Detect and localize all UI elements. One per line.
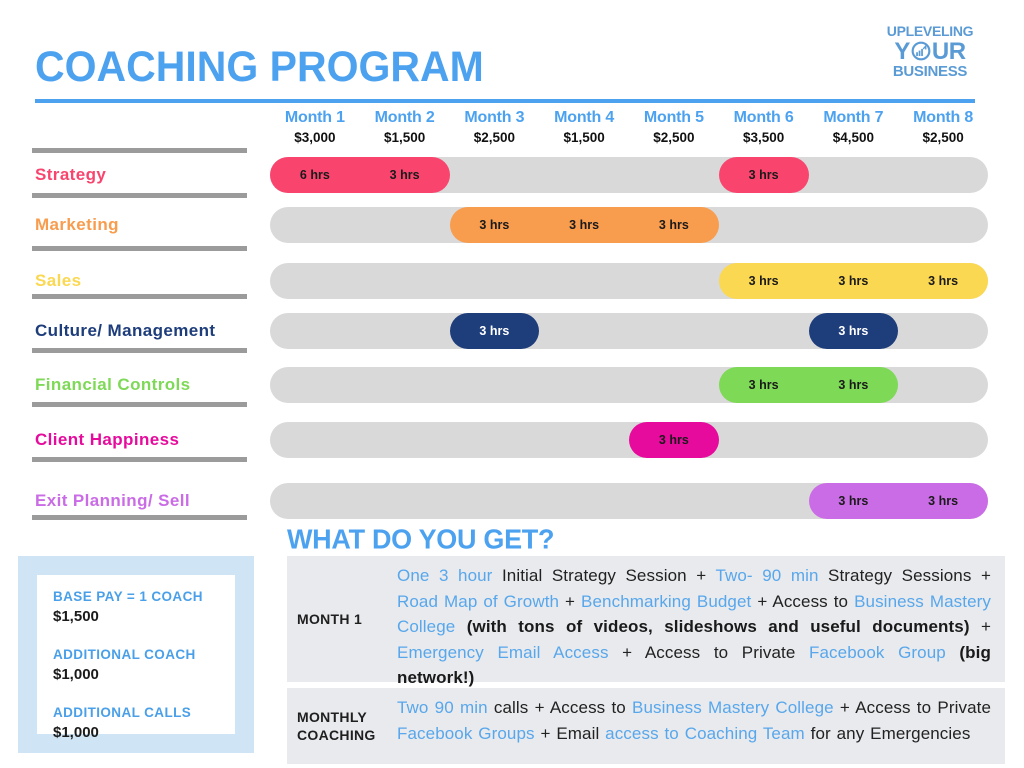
row-divider <box>32 348 247 353</box>
bar-chart-icon <box>911 41 931 61</box>
text-run: Facebook Group <box>809 642 960 662</box>
row-divider <box>32 193 247 198</box>
text-run: Strategy Sessions + <box>828 566 991 585</box>
row-divider <box>32 294 247 299</box>
text-run: + <box>969 617 991 636</box>
text-run: Two 90 min <box>397 698 494 717</box>
text-run: (big network!) <box>397 642 991 687</box>
month-price: $2,500 <box>473 130 516 145</box>
segment-hours-label: 3 hrs <box>838 494 869 508</box>
month-price: $2,500 <box>922 130 964 145</box>
pricing-item-value: $1,000 <box>53 666 99 683</box>
text-run: One 3 hour <box>397 566 502 585</box>
month-header-5 <box>629 108 719 146</box>
segment-hours-label: 3 hrs <box>658 218 689 232</box>
month-price: $1,500 <box>383 130 426 145</box>
logo-line2 <box>878 39 982 64</box>
month-header-3 <box>450 108 540 146</box>
benefit-row-text <box>397 688 1005 764</box>
text-run: + Access to Private <box>608 642 810 662</box>
row-label-client-happiness: Client Happiness <box>35 430 180 449</box>
gantt-segment <box>270 157 450 193</box>
text-run: Benchmarking Budget <box>581 591 752 611</box>
gantt-segment <box>629 422 719 458</box>
text-run: for any Emergencies <box>804 723 971 743</box>
segment-hours-label: 3 hrs <box>928 494 959 508</box>
segment-hours-label: 3 hrs <box>748 274 779 288</box>
month-header-8 <box>898 108 988 146</box>
month-header-2 <box>360 108 450 146</box>
month-price: $3,500 <box>742 130 785 145</box>
month-label: Month 3 <box>464 109 525 126</box>
row-label-financial-controls: Financial Controls <box>35 375 191 394</box>
gantt-segment <box>719 367 899 403</box>
segment-hours-label: 3 hrs <box>658 433 689 447</box>
text-run: Road Map of Growth <box>397 591 560 611</box>
pricing-item <box>53 588 235 626</box>
month-label: Month 2 <box>374 109 435 126</box>
text-run: (with tons of videos, slideshows and useful documents) <box>466 617 970 636</box>
text-run: Emergency Email Access <box>397 642 609 662</box>
pricing-item-label: ADDITIONAL COACH <box>53 647 196 662</box>
pricing-box-inner <box>37 575 235 741</box>
text-run: + <box>559 591 582 611</box>
text-run: access to Coaching Team <box>605 723 805 743</box>
row-divider <box>32 402 247 407</box>
row-divider <box>32 515 247 520</box>
row-label-marketing: Marketing <box>35 215 119 234</box>
row-label-sales: Sales <box>35 271 82 290</box>
row-divider <box>32 148 247 153</box>
month-price: $1,500 <box>563 130 605 145</box>
month-price: $2,500 <box>653 130 695 145</box>
segment-hours-label: 3 hrs <box>479 324 510 338</box>
gantt-segment <box>450 207 719 243</box>
text-run: Two- 90 min <box>715 566 829 585</box>
text-run: + Access to Private <box>833 698 991 717</box>
month-label: Month 7 <box>823 109 884 126</box>
month-header-row <box>270 108 988 146</box>
row-label-exit-planning-sell: Exit Planning/ Sell <box>35 491 190 510</box>
row-divider <box>32 457 247 462</box>
gantt-segment <box>719 157 809 193</box>
benefit-row-1 <box>287 556 1005 687</box>
logo <box>878 24 982 80</box>
benefits-heading: WHAT DO YOU GET? <box>287 524 555 555</box>
pricing-item-value: $1,500 <box>53 608 99 625</box>
text-run: Business Mastery College <box>632 698 834 717</box>
text-run: + Access to <box>751 591 855 611</box>
segment-hours-label: 3 hrs <box>479 218 510 232</box>
segment-hours-label: 6 hrs <box>299 168 330 182</box>
month-label: Month 5 <box>643 109 704 126</box>
row-label-strategy: Strategy <box>35 165 107 184</box>
pricing-item-label: ADDITIONAL CALLS <box>53 705 192 720</box>
month-label: Month 1 <box>284 109 345 126</box>
gantt-segment <box>450 313 540 349</box>
text-run: Business Mastery College <box>397 591 991 636</box>
logo-line1: UPLEVELING <box>886 23 974 39</box>
pricing-item-label: BASE PAY = 1 COACH <box>53 589 203 604</box>
logo-line2-pre: Y <box>894 37 910 65</box>
pricing-box <box>18 556 254 753</box>
logo-line2-post: UR <box>931 37 966 65</box>
month-label: Month 8 <box>913 109 974 126</box>
segment-hours-label: 3 hrs <box>838 378 869 392</box>
text-run: Initial Strategy Session + <box>501 566 716 585</box>
month-header-6 <box>719 108 809 146</box>
pricing-item <box>53 646 235 684</box>
gantt-segment <box>719 263 988 299</box>
text-run: Facebook Groups <box>397 723 535 743</box>
segment-hours-label: 3 hrs <box>389 168 420 182</box>
benefit-row-text <box>397 556 1005 687</box>
pricing-item-value: $1,000 <box>53 724 99 741</box>
segment-hours-label: 3 hrs <box>748 378 779 392</box>
row-label-culture-management: Culture/ Management <box>35 321 216 340</box>
month-price: $4,500 <box>832 130 875 145</box>
gantt-segment <box>809 483 989 519</box>
page-title: COACHING PROGRAM <box>35 42 484 91</box>
segment-hours-label: 3 hrs <box>569 218 600 232</box>
segment-hours-label: 3 hrs <box>748 168 779 182</box>
text-run: calls + Access to <box>493 698 633 717</box>
month-label: Month 4 <box>554 109 615 126</box>
segment-hours-label: 3 hrs <box>928 274 959 288</box>
month-label: Month 6 <box>733 109 794 126</box>
month-header-1 <box>270 108 360 146</box>
month-price: $3,000 <box>294 130 336 145</box>
logo-line3: BUSINESS <box>892 62 968 80</box>
text-run: + Email <box>534 723 606 743</box>
month-header-7 <box>809 108 899 146</box>
benefit-row-2 <box>287 688 1005 764</box>
segment-hours-label: 3 hrs <box>838 274 869 288</box>
title-underline <box>35 99 975 103</box>
benefit-row-label: MONTH 1 <box>297 611 363 627</box>
benefit-row-label: MONTHLY COACHING <box>297 709 376 743</box>
pricing-item <box>53 704 235 742</box>
row-divider <box>32 246 247 251</box>
text-run <box>455 617 466 636</box>
month-header-4 <box>539 108 629 146</box>
segment-hours-label: 3 hrs <box>838 324 869 338</box>
gantt-segment <box>809 313 899 349</box>
